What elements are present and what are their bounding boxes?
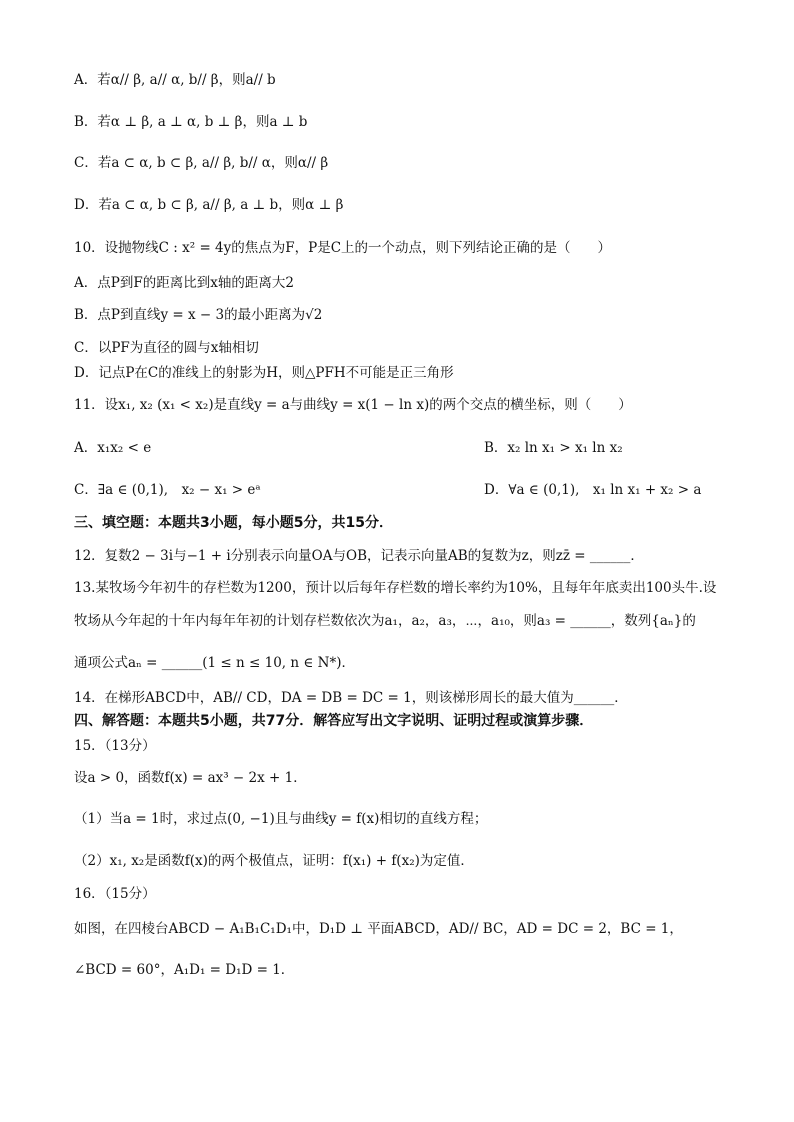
q13-line-3: 通项公式aₙ = ______(1 ≤ n ≤ 10, n ∈ N*)．: [74, 655, 355, 671]
q10-option-c: C．以PF为直径的圆与x轴相切: [74, 340, 259, 356]
q10-stem: 10．设抛物线C : x² = 4y的焦点为F，P是C上的一个动点，则下列结论正确的是（ ）: [74, 240, 612, 256]
q11-option-b: B．x₂ ln x₁ > x₁ ln x₂: [484, 440, 623, 456]
q15-number: 15．（13分）: [74, 738, 156, 754]
q11-row-1: [74, 437, 734, 459]
q14-text: 14．在梯形ABCD中，AB// CD，DA = DB = DC = 1，则该梯形周长的最大值为______．: [74, 690, 628, 706]
section-4-heading: 四、解答题：本题共5小题，共77分．解答应写出文字说明、证明过程或演算步骤．: [74, 713, 594, 729]
q10-option-a: A．点P到F的距离比到x轴的距离大2: [74, 275, 294, 291]
q11-option-c: C．∃a ∈ (0,1), x₂ − x₁ > eᵃ: [74, 482, 261, 498]
q10-option-b: B．点P到直线y = x − 3的最小距离为√2: [74, 307, 323, 323]
q15-stem: 设a > 0，函数f(x) = ax³ − 2x + 1．: [74, 770, 307, 786]
q11-stem: 11．设x₁, x₂ (x₁ < x₂)是直线y = a与曲线y = x(1 − ln x)的两个交点的横坐标，则（ ）: [74, 397, 632, 413]
q15-part-2: （2）x₁, x₂是函数f(x)的两个极值点，证明：f(x₁) + f(x₂)为定值．: [74, 853, 474, 869]
q11-row-2: [74, 479, 734, 501]
q13-line-1: 13.某牧场今年初牛的存栏数为1200，预计以后每年存栏数的增长率约为10%，且每年年底卖出100头牛.设: [74, 580, 717, 596]
q13-line-2: 牧场从今年起的十年内每年年初的计划存栏数依次为a₁，a₂，a₃，⋯，a₁₀，则a₃ = ______，数列{aₙ}的: [74, 613, 696, 629]
q9-option-d: D．若a ⊂ α, b ⊂ β, a// β, a ⊥ b，则α ⊥ β: [74, 197, 344, 213]
q15-part-1: （1）当a = 1时，求过点(0, −1)且与曲线y = f(x)相切的直线方程；: [74, 811, 488, 827]
q12-text: 12．复数2 − 3i与−1 + i分别表示向量OA与OB，记表示向量AB的复数为z，则zz̄ = ______．: [74, 548, 644, 564]
q10-option-d: D．记点P在C的准线上的射影为H，则△PFH不可能是正三角形: [74, 365, 454, 381]
q16-line-1: 如图，在四棱台ABCD − A₁B₁C₁D₁中，D₁D ⊥ 平面ABCD，AD// BC，AD = DC = 2，BC = 1，: [74, 921, 683, 937]
q16-line-2: ∠BCD = 60°，A₁D₁ = D₁D = 1．: [74, 962, 295, 978]
section-3-heading: 三、填空题：本题共3小题，每小题5分，共15分．: [74, 515, 393, 531]
q9-option-a: A．若α// β, a// α, b// β，则a// b: [74, 72, 276, 88]
q11-option-d: D．∀a ∈ (0,1), x₁ ln x₁ + x₂ > a: [484, 482, 702, 498]
q16-number: 16．（15分）: [74, 886, 156, 902]
q9-option-c: C．若a ⊂ α, b ⊂ β, a// β, b// α，则α// β: [74, 155, 329, 171]
q11-option-a: A．x₁x₂ < e: [74, 440, 152, 456]
q9-option-b: B．若α ⊥ β, a ⊥ α, b ⊥ β，则a ⊥ b: [74, 114, 308, 130]
